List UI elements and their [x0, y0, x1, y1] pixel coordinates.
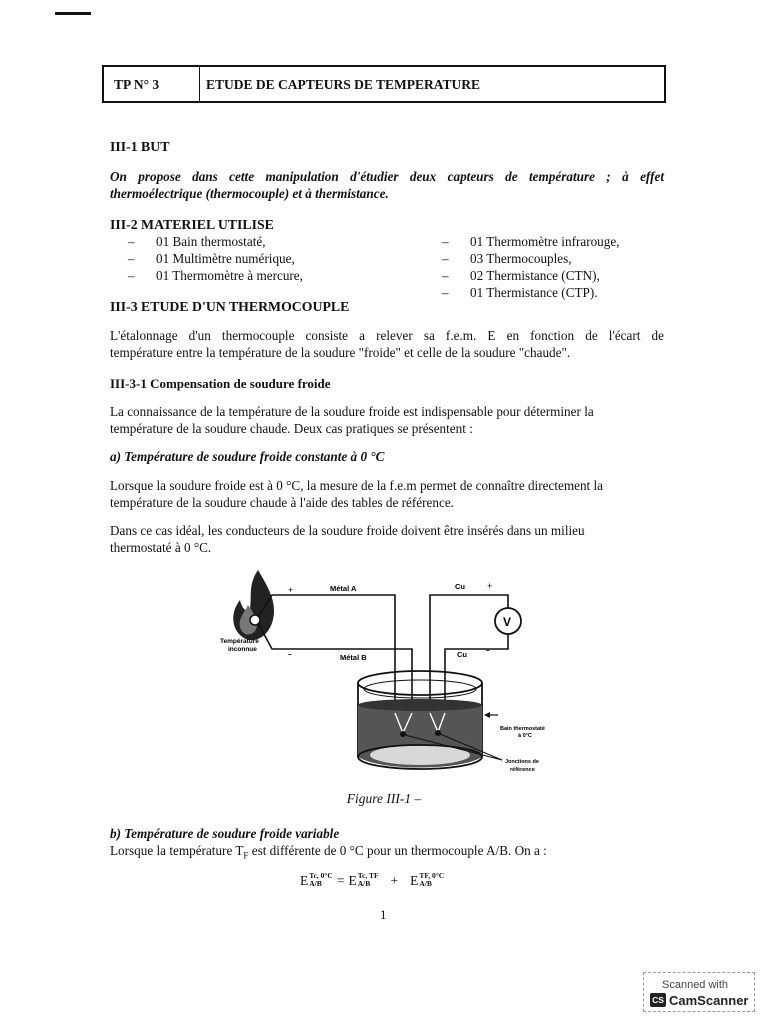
thermo-line-2: température entre la température de la soudure "froide" et celle de la soudure "chaude". — [110, 345, 571, 360]
junction-label-1: Jonctions de — [505, 759, 539, 765]
formula-sup-1: Tc, 0°C — [309, 871, 333, 880]
flame-icon — [233, 570, 274, 640]
camscanner-logo-icon: CS — [650, 993, 666, 1007]
materiel-list-left — [118, 233, 303, 284]
formula-e-2: E — [348, 873, 357, 888]
section-compensation — [110, 375, 664, 392]
list-item: – 01 Thermomètre à mercure, — [118, 267, 303, 284]
bath-beaker — [358, 671, 482, 769]
thermocouple-diagram — [200, 565, 570, 785]
scanner-line-1: Scanned with — [662, 979, 729, 991]
comp-line-1: La connaissance de la température de la soudure froide est indispensable pour déterminer la — [110, 404, 594, 419]
case-a-paragraph-1 — [110, 477, 664, 511]
section-thermocouple — [110, 298, 664, 315]
formula-equals: = — [336, 873, 345, 888]
figure-caption: Figure III-1 – — [346, 791, 422, 806]
junction-label-2: référence — [510, 767, 535, 773]
heading-materiel: III-2 MATERIEL UTILISE — [110, 217, 274, 232]
materiel-list-right — [432, 233, 620, 301]
metal-b-label: Métal B — [340, 653, 367, 662]
bath-label-2: à 0°C — [518, 733, 532, 739]
tp-title: ETUDE DE CAPTEURS DE TEMPERATURE — [206, 76, 481, 92]
junction-dot-1 — [400, 731, 406, 737]
case-b-text-2: est différente de 0 °C pour un thermocouple A/B. On a : — [248, 843, 547, 858]
page-number: 1 — [380, 907, 387, 922]
bath-label-1: Bain thermostaté — [500, 726, 545, 732]
corner-mark — [55, 12, 91, 15]
formula-term-3 — [410, 872, 444, 889]
case-b-text-1: Lorsque la température T — [110, 843, 244, 858]
cu-top-label: Cu — [455, 582, 465, 591]
minus-left: - — [288, 648, 292, 660]
bath-arrow-head — [484, 712, 490, 718]
formula-sub-1: A/B — [309, 879, 322, 888]
case-a-p1-line-2: température de la soudure chaude à l'aide des tables de référence. — [110, 495, 454, 510]
case-b-line — [110, 842, 664, 865]
emf-formula — [300, 872, 444, 889]
list-item: – 02 Thermistance (CTN), — [432, 267, 620, 284]
heading-but: III-1 BUT — [110, 139, 170, 154]
case-a-paragraph-2 — [110, 522, 664, 556]
plus-right: + — [487, 581, 493, 591]
case-b-subscript: F — [243, 850, 249, 861]
cu-bottom-label: Cu — [457, 650, 467, 659]
camscanner-watermark — [643, 972, 755, 1012]
list-item: – 01 Bain thermostaté, — [118, 233, 303, 250]
voltmeter-label: V — [503, 615, 512, 629]
section-materiel — [110, 216, 664, 233]
but-line-2: thermoélectrique (thermocouple) et à thermistance. — [110, 186, 389, 201]
case-a-title: a) Température de soudure froide constante à 0 °C — [110, 449, 385, 464]
metal-a-label: Métal A — [330, 584, 357, 593]
thermocouple-paragraph — [110, 327, 664, 361]
list-item: – 03 Thermocouples, — [432, 250, 620, 267]
heading-thermocouple: III-3 ETUDE D'UN THERMOCOUPLE — [110, 299, 350, 314]
scanner-line-2: CamScanner — [669, 993, 749, 1008]
case-b-block — [110, 825, 664, 865]
formula-term-1 — [300, 872, 333, 889]
compensation-paragraph — [110, 403, 664, 437]
formula-plus: + — [390, 873, 399, 888]
plus-left: + — [288, 585, 294, 595]
case-a-p1-line-1: Lorsque la soudure froide est à 0 °C, la mesure de la f.e.m permet de connaître directement la — [110, 478, 604, 493]
list-item: – 01 Multimètre numérique, — [118, 250, 303, 267]
case-b-title: b) Température de soudure froide variable — [110, 826, 340, 841]
minus-right: - — [486, 644, 490, 656]
but-line-1: On propose dans cette manipulation d'étudier deux capteurs de température ; à effet — [110, 169, 664, 184]
case-a-p2-line-1: Dans ce cas idéal, les conducteurs de la soudure froide doivent être insérés dans un milieu — [110, 523, 585, 538]
junction-dot-2 — [435, 730, 441, 736]
formula-term-2 — [348, 872, 378, 889]
formula-sub-2: A/B — [357, 879, 371, 888]
formula-e-1: E — [300, 873, 309, 888]
formula-sup-2: Tc, TF — [357, 871, 379, 880]
temp-label-2: inconnue — [228, 646, 257, 653]
title-box — [102, 65, 666, 103]
formula-sup-3: TF, 0°C — [419, 871, 445, 880]
section-but — [110, 138, 664, 155]
temp-label-1: Température — [220, 638, 259, 645]
but-paragraph — [110, 168, 664, 202]
thermo-line-1: L'étalonnage d'un thermocouple consiste a relever sa f.e.m. E en fonction de l'écart de — [110, 328, 664, 343]
comp-line-2: température de la soudure chaude. Deux cas pratiques se présentent : — [110, 421, 473, 436]
tp-number: TP N° 3 — [104, 67, 200, 101]
formula-e-3: E — [410, 873, 419, 888]
case-a-p2-line-2: thermostaté à 0 °C. — [110, 540, 212, 555]
case-a-title-block — [110, 448, 664, 465]
list-item: – 01 Thermistance (CTP). — [432, 284, 620, 301]
list-item: – 01 Thermomètre infrarouge, — [432, 233, 620, 250]
formula-sub-3: A/B — [419, 879, 432, 888]
heading-compensation: III-3-1 Compensation de soudure froide — [110, 376, 331, 391]
